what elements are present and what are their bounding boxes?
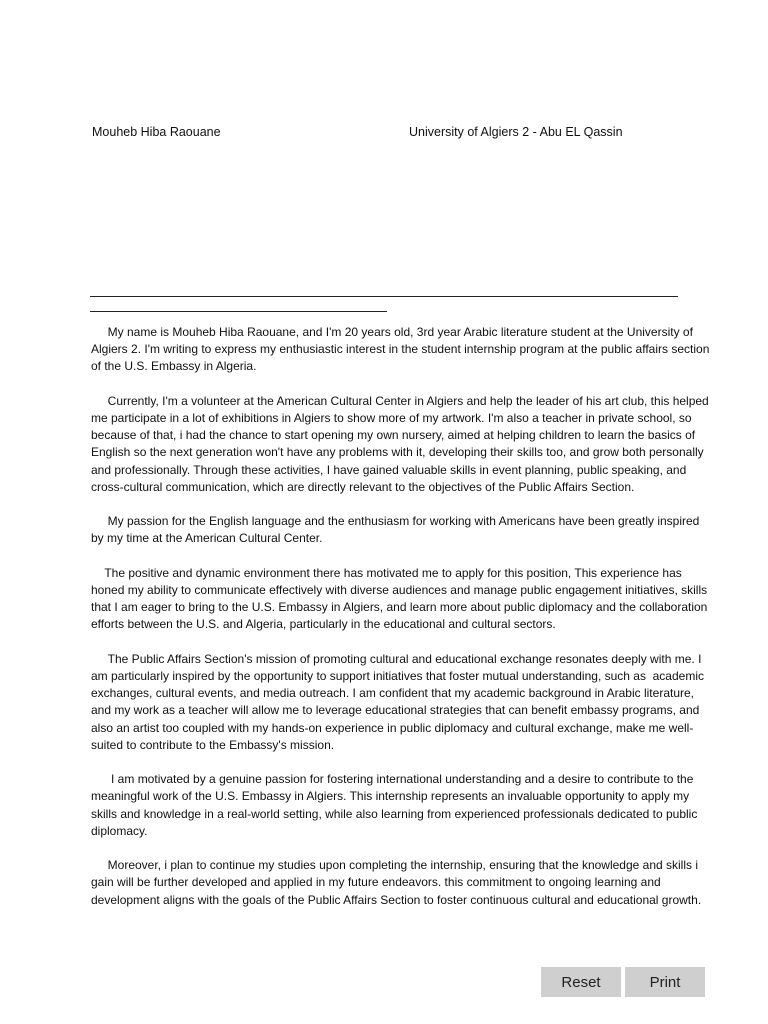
paragraph-genuine-passion: I am motivated by a genuine passion for fostering international understanding and a desire to contribute to the meaningful work of the U.S. Embassy in Algiers. This internship represents an invaluable opportunity to apply my skills and knowledge in a real-world setting, while also learning from experienced professionals dedicated to public diplomacy. <box>91 772 701 838</box>
button-bar <box>541 967 705 997</box>
paragraph-motivation: The positive and dynamic environment there has motivated me to apply for this position, This experience has honed my ability to communicate effectively with diverse audiences and manage public engagement initiatives, skills that I am eager to bring to the U.S. Embassy in Algiers, and learn more about public diplomacy and the collaboration efforts between the U.S. and Algeria, particularly in the educational and cultural sectors. <box>91 565 711 632</box>
header-name: Mouheb Hiba Raouane <box>92 125 221 139</box>
letter-body <box>91 324 715 948</box>
paragraph-intro: My name is Mouheb Hiba Raouane, and I'm 20 years old, 3rd year Arabic literature student at the University of Algiers 2. I'm writing to express my enthusiastic interest in the student internship program at the public affairs section of the U.S. Embassy in Algeria. <box>91 325 713 374</box>
paragraph-passion: My passion for the English language and the enthusiasm for working with Americans have been greatly inspired by my time at the American Cultural Center. <box>91 514 703 546</box>
signature-line-short <box>90 311 387 312</box>
reset-button[interactable]: Reset <box>541 967 621 997</box>
signature-line-long <box>90 296 678 297</box>
paragraph-future-studies: Moreover, i plan to continue my studies upon completing the internship, ensuring that the knowledge and skills i gain will be further developed and applied in my future endeavors. this commitment to ongoing learning and development aligns with the goals of the Public Affairs Section to foster continuous cultural and educational growth. <box>91 858 702 907</box>
paragraph-experience: Currently, I'm a volunteer at the American Cultural Center in Algiers and help the leader of his art club, this helped me participate in a lot of exhibitions in Algiers to show more of my artwork. I'm also a teacher in private school, so because of that, i had the chance to start opening my own nursery, aimed at helping children to learn the basics of English so the next generation won't have any problems with it, developing their skills too, and grow both personally and professionally. Through these activities, I have gained valuable skills in event planning, public speaking, and cross-cultural communication, which are directly relevant to the objectives of the Public Affairs Section. <box>91 393 713 494</box>
header-university: University of Algiers 2 - Abu EL Qassin <box>409 125 623 139</box>
print-button[interactable]: Print <box>625 967 705 997</box>
paragraph-mission: The Public Affairs Section's mission of promoting cultural and educational exchange resonates deeply with me. I am particularly inspired by the opportunity to support initiatives that foster mutual understanding, such as academic exchanges, cultural events, and media outreach. I am confident that my academic background in Arabic literature, and my work as a teacher will allow me to leverage educational strategies that can benefit embassy programs, and also an artist too coupled with my hands-on experience in public diplomacy and cultural exchange, make me well-suited to contribute to the Embassy's mission. <box>91 651 708 752</box>
